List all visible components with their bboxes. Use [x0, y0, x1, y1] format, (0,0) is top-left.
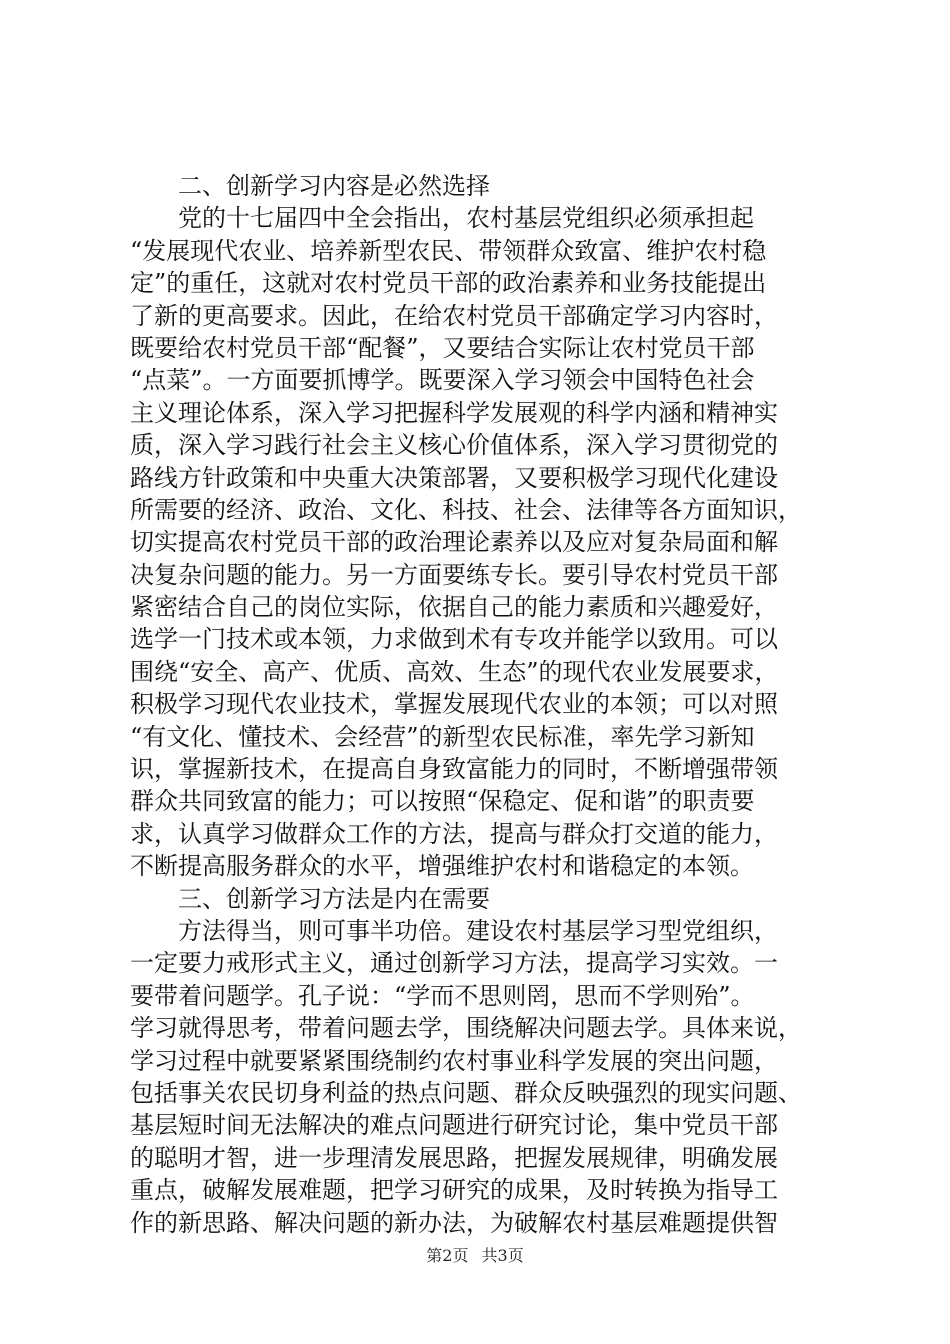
- text-line: 三、创新学习方法是内在需要: [178, 884, 490, 913]
- text-line: 所需要的经济、政治、文化、科技、社会、法律等各方面知识，: [130, 495, 802, 524]
- text-line: “有文化、懂技术、会经营”的新型农民标准，率先学习新知: [130, 722, 755, 751]
- text-line: 要带着问题学。孔子说：“学而不思则罔，思而不学则殆”。: [130, 981, 755, 1010]
- text-line: 重点，破解发展难题，把学习研究的成果，及时转换为指导工: [130, 1176, 778, 1205]
- text-line: 群众共同致富的能力；可以按照“保稳定、促和谐”的职责要: [130, 787, 755, 816]
- text-line: “点菜”。一方面要抓博学。既要深入学习领会中国特色社会: [130, 366, 755, 395]
- text-line: 二、创新学习内容是必然选择: [178, 172, 490, 200]
- text-line: 一定要力戒形式主义，通过创新学习方法，提高学习实效。一: [130, 949, 778, 978]
- text-line: 求，认真学习做群众工作的方法，提高与群众打交道的能力，: [130, 819, 778, 848]
- text-line: 不断提高服务群众的水平，增强维护农村和谐稳定的本领。: [130, 852, 754, 881]
- text-line: 定”的重任，这就对农村党员干部的政治素养和业务技能提出: [130, 269, 767, 298]
- text-line: 基层短时间无法解决的难点问题进行研究讨论，集中党员干部: [130, 1111, 778, 1140]
- text-line: 方法得当，则可事半功倍。建设农村基层学习型党组织，: [178, 916, 778, 945]
- text-line: 质，深入学习践行社会主义核心价值体系，深入学习贯彻党的: [130, 431, 778, 460]
- text-line: 学习就得思考，带着问题去学，围绕解决问题去学。具体来说，: [130, 1014, 802, 1043]
- text-line: 积极学习现代农业技术，掌握发展现代农业的本领；可以对照: [130, 690, 778, 719]
- text-line: 作的新思路、解决问题的新办法，为破解农村基层难题提供智: [130, 1208, 778, 1237]
- text-line: 党的十七届四中全会指出，农村基层党组织必须承担起: [178, 204, 754, 233]
- text-line: 切实提高农村党员干部的政治理论素养以及应对复杂局面和解: [130, 528, 778, 557]
- text-line: 包括事关农民切身利益的热点问题、群众反映强烈的现实问题、: [130, 1078, 802, 1107]
- text-line: 路线方针政策和中央重大决策部署，又要积极学习现代化建设: [130, 463, 778, 492]
- text-line: 主义理论体系，深入学习把握科学发展观的科学内涵和精神实: [130, 398, 778, 427]
- text-line: 了新的更高要求。因此，在给农村党员干部确定学习内容时，: [130, 301, 778, 330]
- text-line: 识，掌握新技术，在提高自身致富能力的同时，不断增强带领: [130, 755, 778, 784]
- text-line: 紧密结合自己的岗位实际，依据自己的能力素质和兴趣爱好，: [130, 593, 778, 622]
- text-line: 选学一门技术或本领，力求做到术有专攻并能学以致用。可以: [130, 625, 778, 654]
- page-number: 第2页: [426, 1246, 469, 1265]
- text-line: 既要给农村党员干部“配餐”，又要结合实际让农村党员干部: [130, 333, 755, 362]
- text-line: 的聪明才智，进一步理清发展思路，把握发展规律，明确发展: [130, 1143, 778, 1172]
- text-line: 决复杂问题的能力。另一方面要练专长。要引导农村党员干部: [130, 560, 778, 589]
- text-line: 学习过程中就要紧紧围绕制约农村事业科学发展的突出问题，: [130, 1046, 778, 1075]
- page-total: 共3页: [481, 1246, 524, 1265]
- text-line: 围绕“安全、高产、优质、高效、生态”的现代农业发展要求，: [130, 657, 779, 686]
- text-line: “发展现代农业、培养新型农民、带领群众致富、维护农村稳: [130, 236, 767, 265]
- page-footer: [0, 1243, 950, 1266]
- document-body: [130, 170, 830, 1239]
